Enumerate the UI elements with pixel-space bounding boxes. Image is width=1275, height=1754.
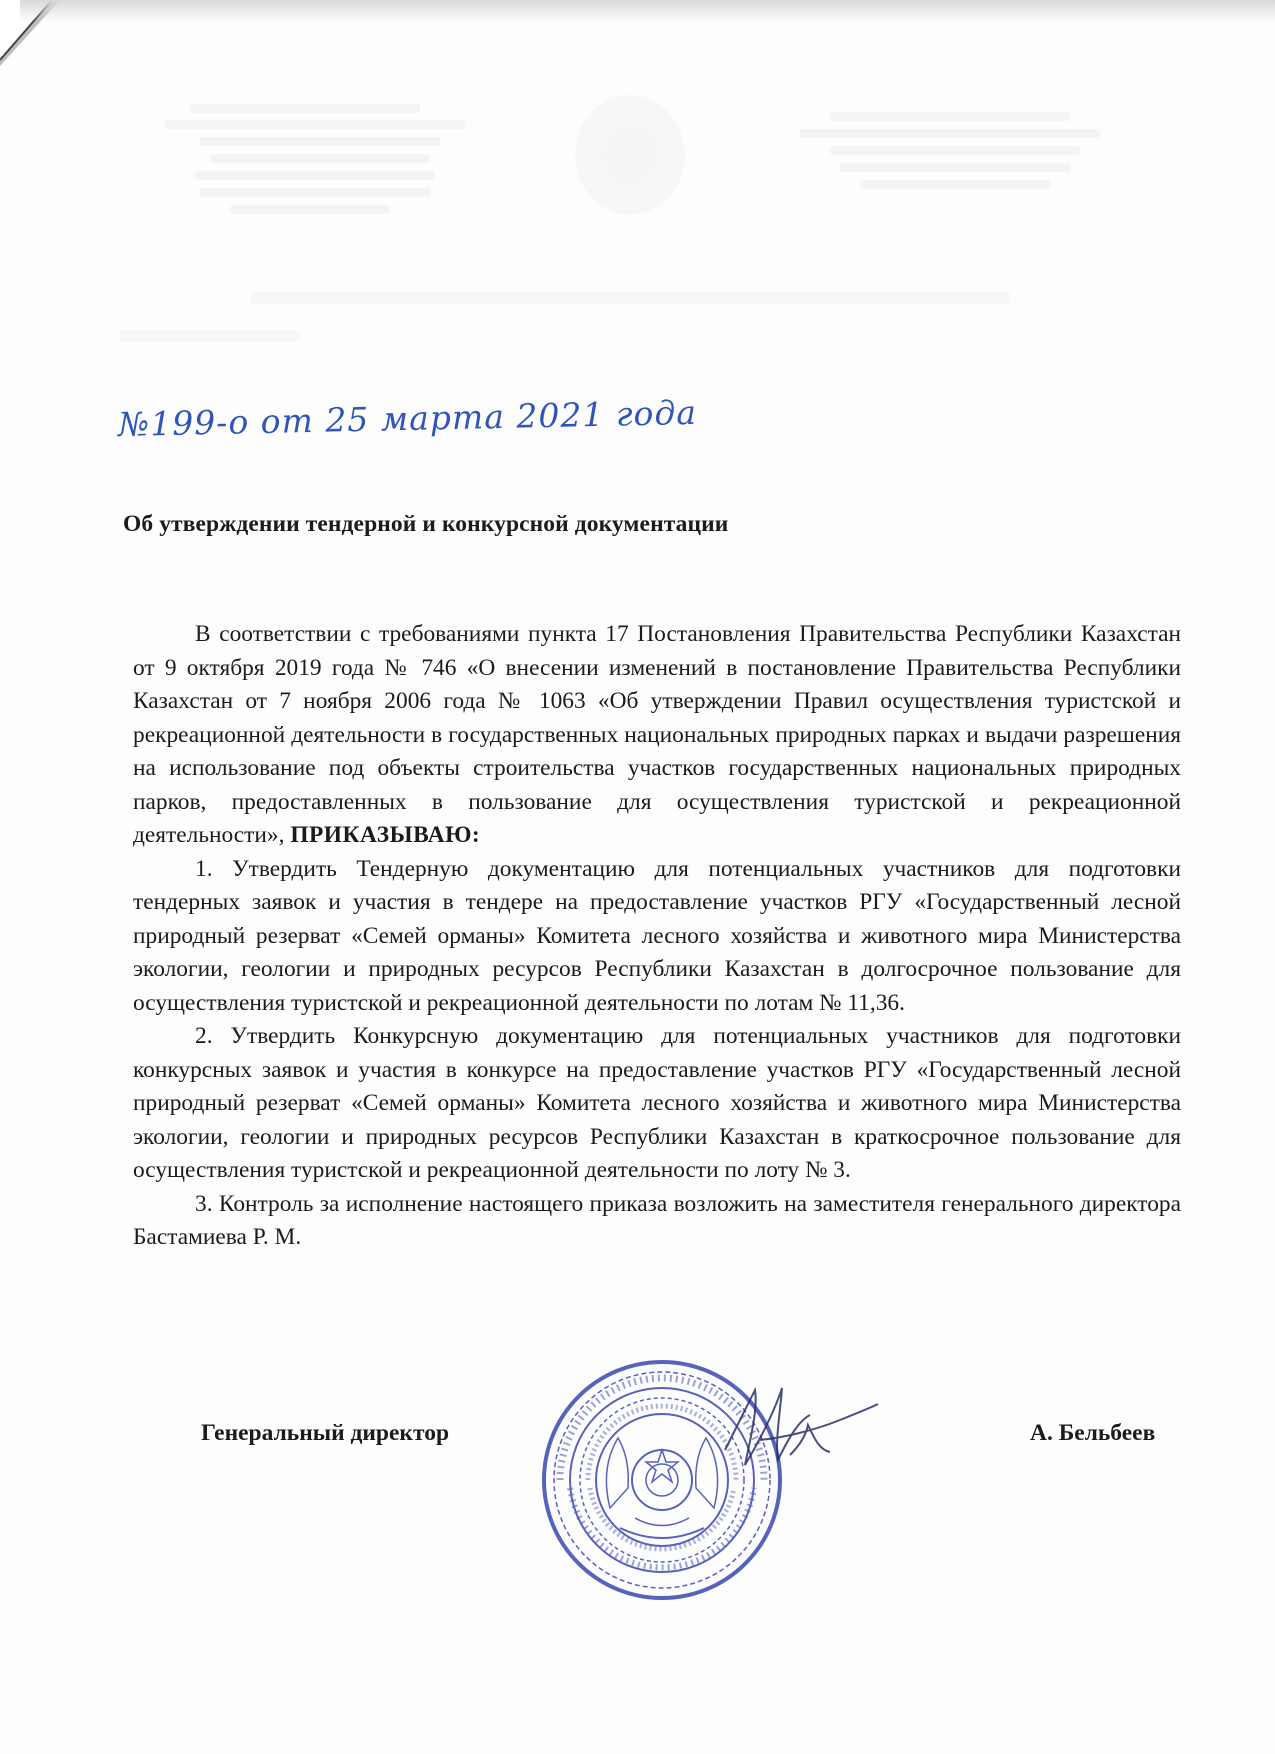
handwritten-signature-icon	[720, 1380, 880, 1475]
scan-shadow	[20, 0, 1275, 22]
order-item-1: 1. Утвердить Тендерную документацию для потенциальных участников для подготовки тендерных заявок и участия в тендере на предоставление участков РГУ «Государственный лесной природный резерват «Семей орманы» Комитета лесного хозяйства и животного мира Министерства экологии, геологии и природных ресурсов Республики Казахстан в долгосрочное пользование для осуществления туристской и рекреационной деятельности по лотам № 11,36.	[133, 855, 1181, 1016]
preamble-text: В соответствии с требованиями пункта 17 Постановления Правительства Республики Казахстан от 9 октября 2019 года № 746 «О внесении изменений в постановление Правительства Республики Казахстан от 7 ноября 2006 года № 1063 «Об утверждении Правил осуществления туристской и рекреационной деятельности в государственных национальных природных парках и выдачи разрешения на использование под объекты строительства участков государственных национальных природных парков, предоставленных в пользование для осуществления туристской и рекреационной деятельности»,	[133, 621, 1181, 848]
signatory-name: А. Бельбеев	[1030, 1420, 1156, 1446]
handwritten-registration-number: №199-о от 25 марта 2021 года	[117, 392, 698, 444]
preamble-paragraph	[133, 618, 1181, 853]
order-item-3: 3. Контроль за исполнение настоящего приказа возложить на заместителя генерального директора Бастамиева Р. М.	[133, 1190, 1181, 1250]
order-item-2: 2. Утвердить Конкурсную документацию для потенциальных участников для подготовки конкурсных заявок и участия в конкурсе на предоставление участков РГУ «Государственный лесной природный резерват «Семей орманы» Комитета лесного хозяйства и животного мира Министерства экологии, геологии и природных ресурсов Республики Казахстан в краткосрочное пользование для осуществления туристской и рекреационной деятельности по лоту № 3.	[133, 1023, 1181, 1183]
signatory-position: Генеральный директор	[201, 1420, 450, 1446]
order-word: ПРИКАЗЫВАЮ:	[290, 822, 481, 848]
scan-faded-mark	[140, 1660, 145, 1681]
document-body	[133, 618, 1181, 1255]
document-title: Об утверждении тендерной и конкурсной документации	[123, 511, 729, 537]
